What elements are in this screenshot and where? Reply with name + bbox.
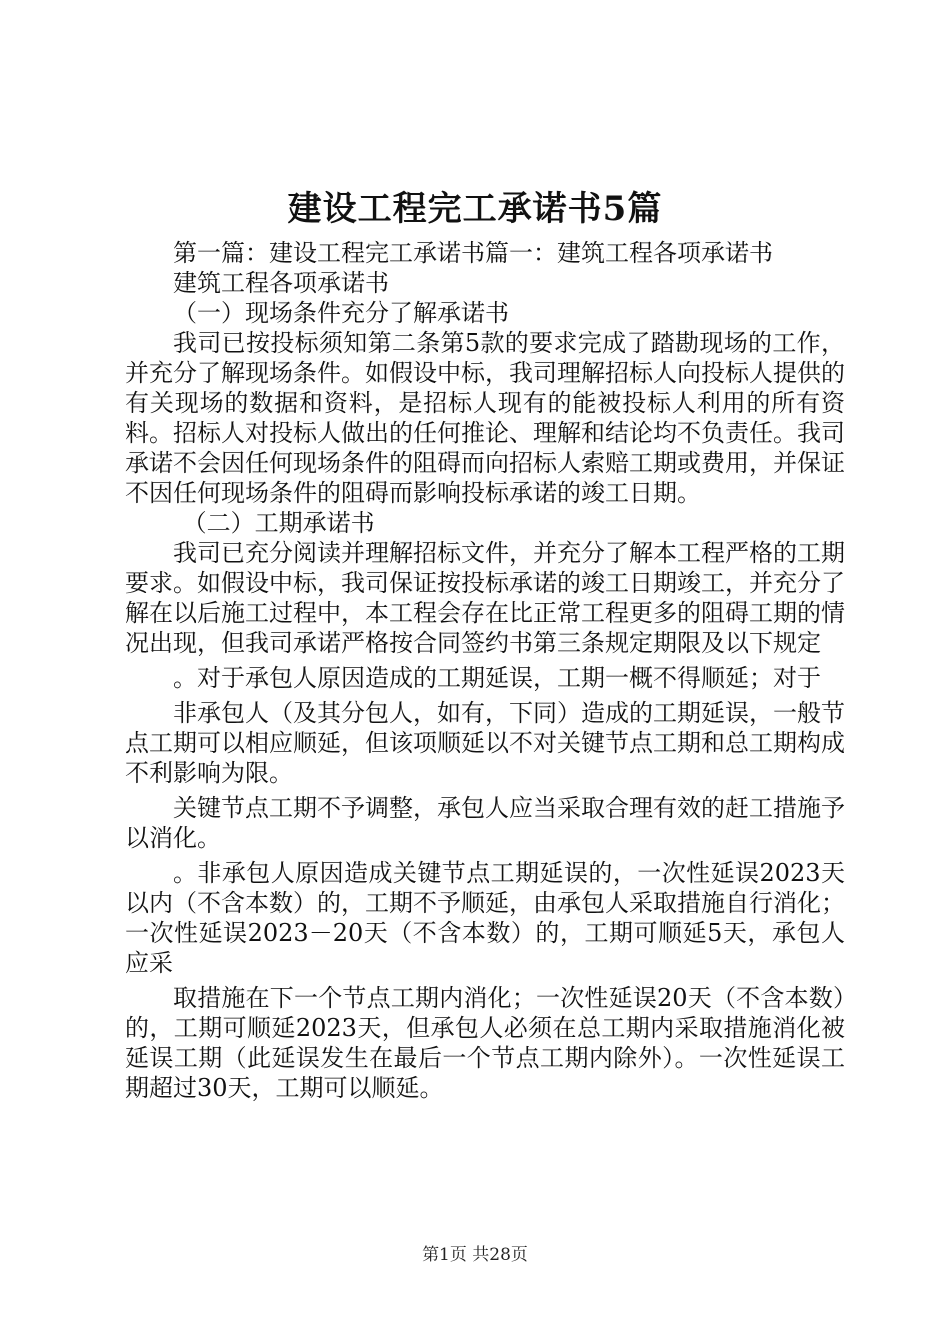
subtitle-line: 第一篇：建设工程完工承诺书篇一：建筑工程各项承诺书 <box>173 239 773 267</box>
section2-heading: （二）工期承诺书 <box>182 509 375 537</box>
clause-paragraph-d: 。非承包人原因造成关键节点工期延误的，一次性延误2023天以内（不含本数）的，工期不予顺延，由承包人采取措施自行消化；一次性延误2023－20天（不含本数）的，工期可顺延5天，承包人应采 <box>125 859 845 977</box>
document-title: 建设工程完工承诺书5篇 <box>287 189 663 229</box>
section1-heading: （一）现场条件充分了解承诺书 <box>173 299 509 327</box>
main-heading: 建筑工程各项承诺书 <box>173 269 389 297</box>
section2-paragraph: 我司已充分阅读并理解招标文件，并充分了解本工程严格的工期要求。如假设中标，我司保证按投标承诺的竣工日期竣工，并充分了解在以后施工过程中，本工程会存在比正常工程更多的阻碍工期的情况出现，但我司承诺严格按合同签约书第三条规定期限及以下规定 <box>125 539 845 657</box>
clause-paragraph-e: 取措施在下一个节点工期内消化；一次性延误20天（不含本数）的，工期可顺延2023天，但承包人必须在总工期内采取措施消化被延误工期（此延误发生在最后一个节点工期内除外）。一次性延误工期超过30天，工期可以顺延。 <box>125 984 845 1102</box>
document-body <box>125 238 845 1103</box>
clause-paragraph-c: 关键节点工期不予调整，承包人应当采取合理有效的赶工措施予以消化。 <box>125 794 845 852</box>
clause-paragraph-b: 非承包人（及其分包人，如有，下同）造成的工期延误，一般节点工期可以相应顺延，但该项顺延以不对关键节点工期和总工期构成不利影响为限。 <box>125 699 845 787</box>
page-footer: 第1页 共28页 <box>422 1245 528 1265</box>
clause-paragraph-a: 。对于承包人原因造成的工期延误，工期一概不得顺延；对于 <box>173 664 821 692</box>
section1-paragraph: 我司已按投标须知第二条第5款的要求完成了踏勘现场的工作，并充分了解现场条件。如假设中标，我司理解招标人向投标人提供的有关现场的数据和资料，是招标人现有的能被投标人利用的所有资料。招标人对投标人做出的任何推论、理解和结论均不负责任。我司承诺不会因任何现场条件的阻碍而向招标人索赔工期或费用，并保证不因任何现场条件的阻碍而影响投标承诺的竣工日期。 <box>125 329 845 507</box>
